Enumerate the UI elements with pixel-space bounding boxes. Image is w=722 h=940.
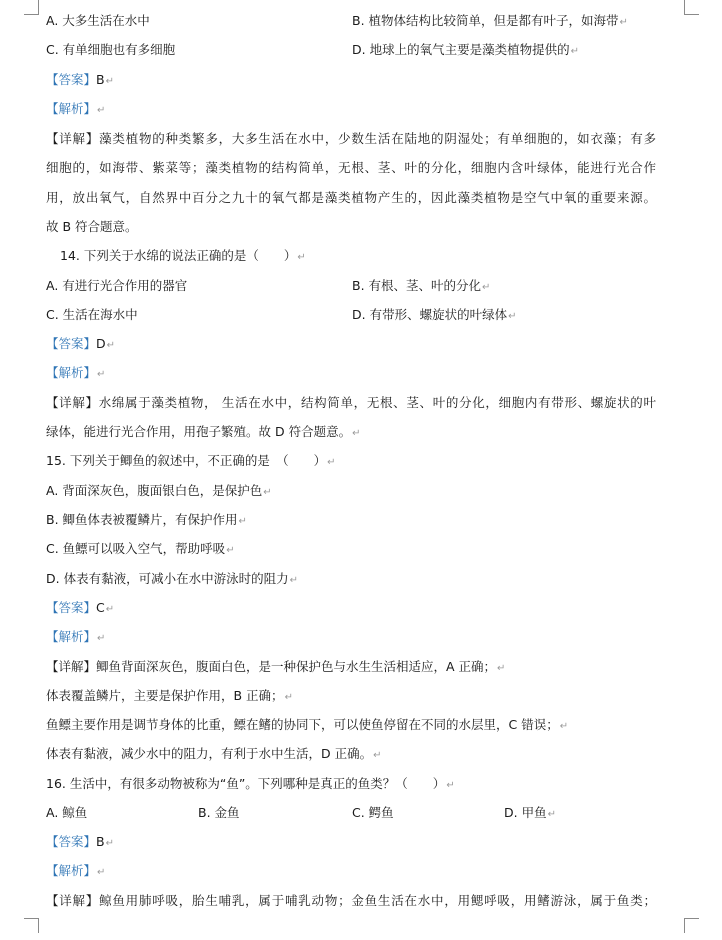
q16-stem: 16. 生活中，有很多动物被称为“鱼”。下列哪种是真正的鱼类？（ ）↵ (46, 776, 455, 791)
q14-analysis: 【解析】↵ (46, 365, 106, 380)
q13-detail-line-4: 故 B 符合题意。 (46, 219, 138, 234)
q14-option-b: B. 有根、茎、叶的分化↵ (352, 278, 491, 293)
q13-answer: 【答案】B↵ (46, 72, 114, 87)
crop-mark-bottom-left (24, 918, 39, 933)
q15-answer: 【答案】C↵ (46, 600, 115, 615)
q15-option-a: A. 背面深灰色，腹面银白色，是保护色↵ (46, 483, 272, 498)
q15-analysis: 【解析】↵ (46, 629, 106, 644)
q13-option-d: D. 地球上的氧气主要是藻类植物提供的↵ (352, 42, 579, 57)
q16-option-b: B. 金鱼 (198, 805, 240, 820)
q15-option-d: D. 体表有黏液，可减小在水中游泳时的阻力↵ (46, 571, 298, 586)
q16-detail-line-1: 【详解】鲸鱼用肺呼吸，胎生哺乳，属于哺乳动物；金鱼生活在水中，用鳃呼吸，用鳍游泳，属于鱼类； (46, 893, 656, 908)
q13-option-b: B. 植物体结构比较简单，但是都有叶子，如海带↵ (352, 13, 628, 28)
q15-option-c: C. 鱼鳔可以吸入空气，帮助呼吸↵ (46, 541, 235, 556)
q14-detail-line-2: 绿体，能进行光合作用，用孢子繁殖。故 D 符合题意。↵ (46, 424, 361, 439)
q14-option-a: A. 有进行光合作用的器官 (46, 278, 188, 293)
q14-detail-line-1: 【详解】水绵属于藻类植物， 生活在水中，结构简单，无根、茎、叶的分化，细胞内有带形、螺旋状的叶 (46, 395, 656, 410)
q16-option-a: A. 鲸鱼 (46, 805, 88, 820)
q14-stem: 14. 下列关于水绵的说法正确的是（ ）↵ (60, 248, 306, 263)
q15-stem: 15. 下列关于鲫鱼的叙述中，不正确的是 （ ）↵ (46, 453, 336, 468)
crop-mark-top-right (684, 0, 699, 15)
q13-option-c: C. 有单细胞也有多细胞 (46, 42, 176, 57)
q15-detail-line-1: 【详解】鲫鱼背面深灰色，腹面白色，是一种保护色与水生生活相适应，A 正确；↵ (46, 659, 506, 674)
q14-option-d: D. 有带形、螺旋状的叶绿体↵ (352, 307, 517, 322)
q16-answer: 【答案】B↵ (46, 834, 114, 849)
q15-detail-line-3: 鱼鳔主要作用是调节身体的比重，鳔在鳍的协同下，可以使鱼停留在不同的水层里，C 错误；↵ (46, 717, 569, 732)
q13-detail-line-1: 【详解】藻类植物的种类繁多，大多生活在水中，少数生活在陆地的阴湿处；有单细胞的，如衣藻；有多 (46, 131, 656, 146)
q15-option-b: B. 鲫鱼体表被覆鳞片，有保护作用↵ (46, 512, 247, 527)
q13-option-a: A. 大多生活在水中 (46, 13, 150, 28)
q15-detail-line-4: 体表有黏液，减少水中的阻力，有利于水中生活，D 正确。↵ (46, 746, 382, 761)
q16-option-d: D. 甲鱼↵ (504, 805, 556, 820)
crop-mark-bottom-right (684, 918, 699, 933)
q13-detail-line-2: 细胞的，如海带、紫菜等；藻类植物的结构简单，无根、茎、叶的分化，细胞内含叶绿体，能进行光合作 (46, 160, 656, 175)
q16-option-c: C. 鳄鱼 (352, 805, 394, 820)
q15-detail-line-2: 体表覆盖鳞片，主要是保护作用，B 正确；↵ (46, 688, 293, 703)
q13-analysis: 【解析】↵ (46, 101, 106, 116)
q14-option-c: C. 生活在海水中 (46, 307, 138, 322)
q14-answer: 【答案】D↵ (46, 336, 116, 351)
q16-analysis: 【解析】↵ (46, 863, 106, 878)
crop-mark-top-left (24, 0, 39, 15)
q13-detail-line-3: 用，放出氧气，自然界中百分之九十的氧气都是藻类植物产生的，因此藻类植物是空气中氧的重要来源。 (46, 190, 656, 205)
